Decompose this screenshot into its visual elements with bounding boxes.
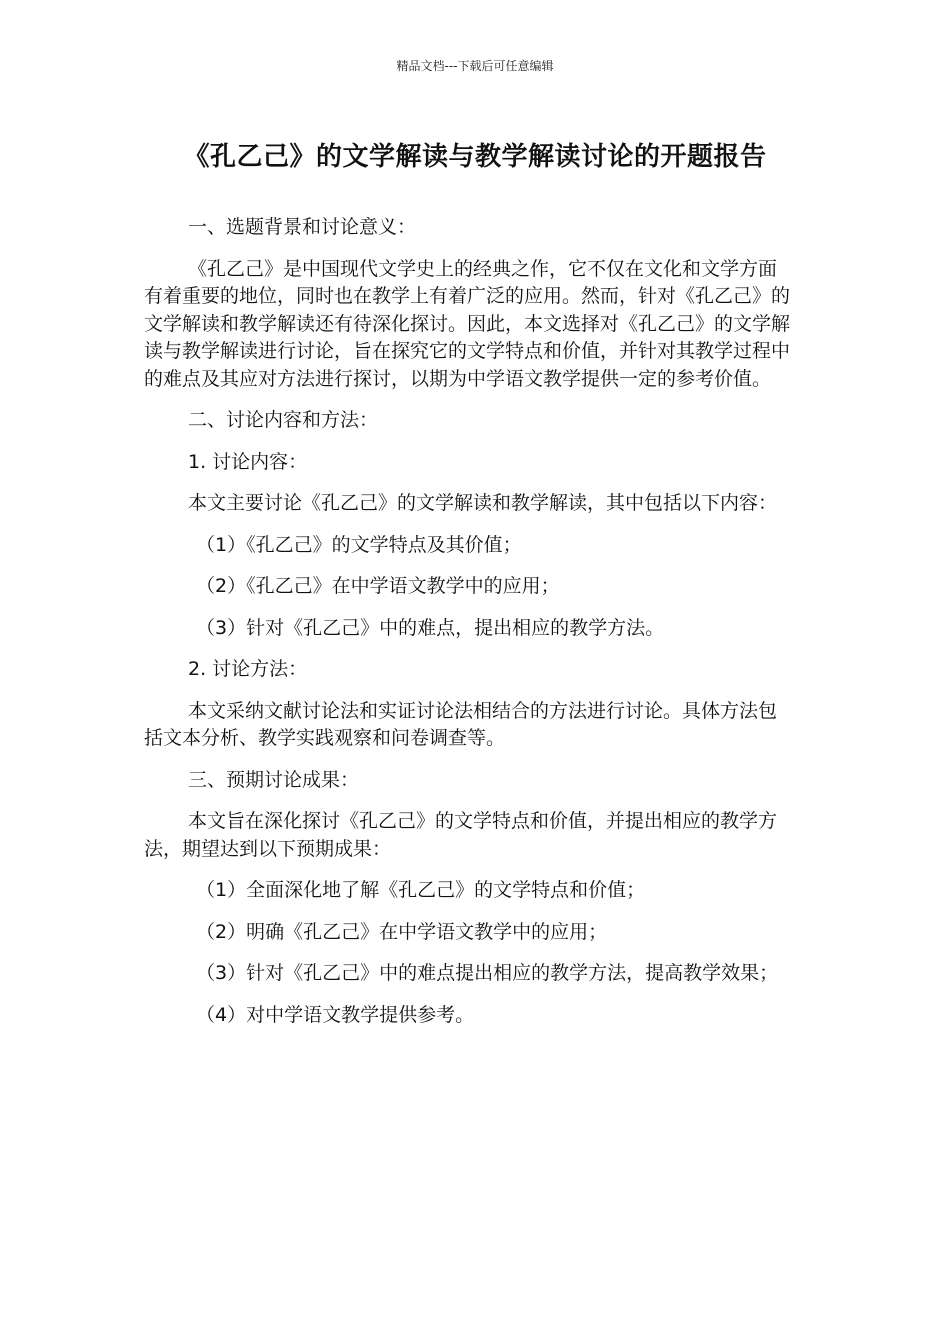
- header-note: 精品文档---下载后可任意编辑: [396, 59, 554, 73]
- list-item: （3）针对《孔乙己》中的难点，提出相应的教学方法。: [196, 616, 665, 639]
- list-item: （4）对中学语文教学提供参考。: [196, 1003, 475, 1026]
- section2-heading: 二、讨论内容和方法：: [188, 409, 379, 431]
- document-title: 《孔乙己》的文学解读与教学解读讨论的开题报告: [183, 142, 767, 172]
- section3-paragraph: 本文旨在深化探讨《孔乙己》的文学特点和价值，并提出相应的教学方法，期望达到以下预期成果：: [144, 810, 778, 860]
- document-body: [144, 214, 794, 1043]
- section1-heading: 一、选题背景和讨论意义：: [188, 216, 417, 238]
- section2-sub2-heading: 2. 讨论方法：: [188, 658, 308, 680]
- section3-heading: 三、预期讨论成果：: [188, 768, 360, 791]
- list-item: （1）《孔乙己》的文学特点及其价值；: [196, 533, 522, 556]
- list-item: （3）针对《孔乙己》中的难点提出相应的教学方法，提高教学效果；: [196, 962, 779, 984]
- list-item: （1）全面深化地了解《孔乙己》的文学特点和价值；: [196, 879, 646, 901]
- section1-paragraph: 《孔乙己》是中国现代文学史上的经典之作，它不仅在文化和文学方面有着重要的地位，同时也在教学上有着广泛的应用。然而，针对《孔乙己》的文学解读和教学解读还有待深化探讨。因此，本文选择对《孔乙己》的文学解读与教学解读进行讨论，旨在探究它的文学特点和价值，并针对其教学过程中的难点及其应对方法进行探讨，以期为中学语文教学提供一定的参考价值。: [144, 257, 791, 390]
- list-item: （2）明确《孔乙己》在中学语文教学中的应用；: [196, 920, 608, 943]
- section2-sub1-paragraph: 本文主要讨论《孔乙己》的文学解读和教学解读，其中包括以下内容：: [188, 492, 778, 514]
- section2-sub1-heading: 1. 讨论内容：: [188, 450, 308, 473]
- section2-sub2-paragraph: 本文采纳文献讨论法和实证讨论法相结合的方法进行讨论。具体方法包括文本分析、教学实践观察和问卷调查等。: [144, 699, 778, 749]
- list-item: （2）《孔乙己》在中学语文教学中的应用；: [196, 575, 560, 597]
